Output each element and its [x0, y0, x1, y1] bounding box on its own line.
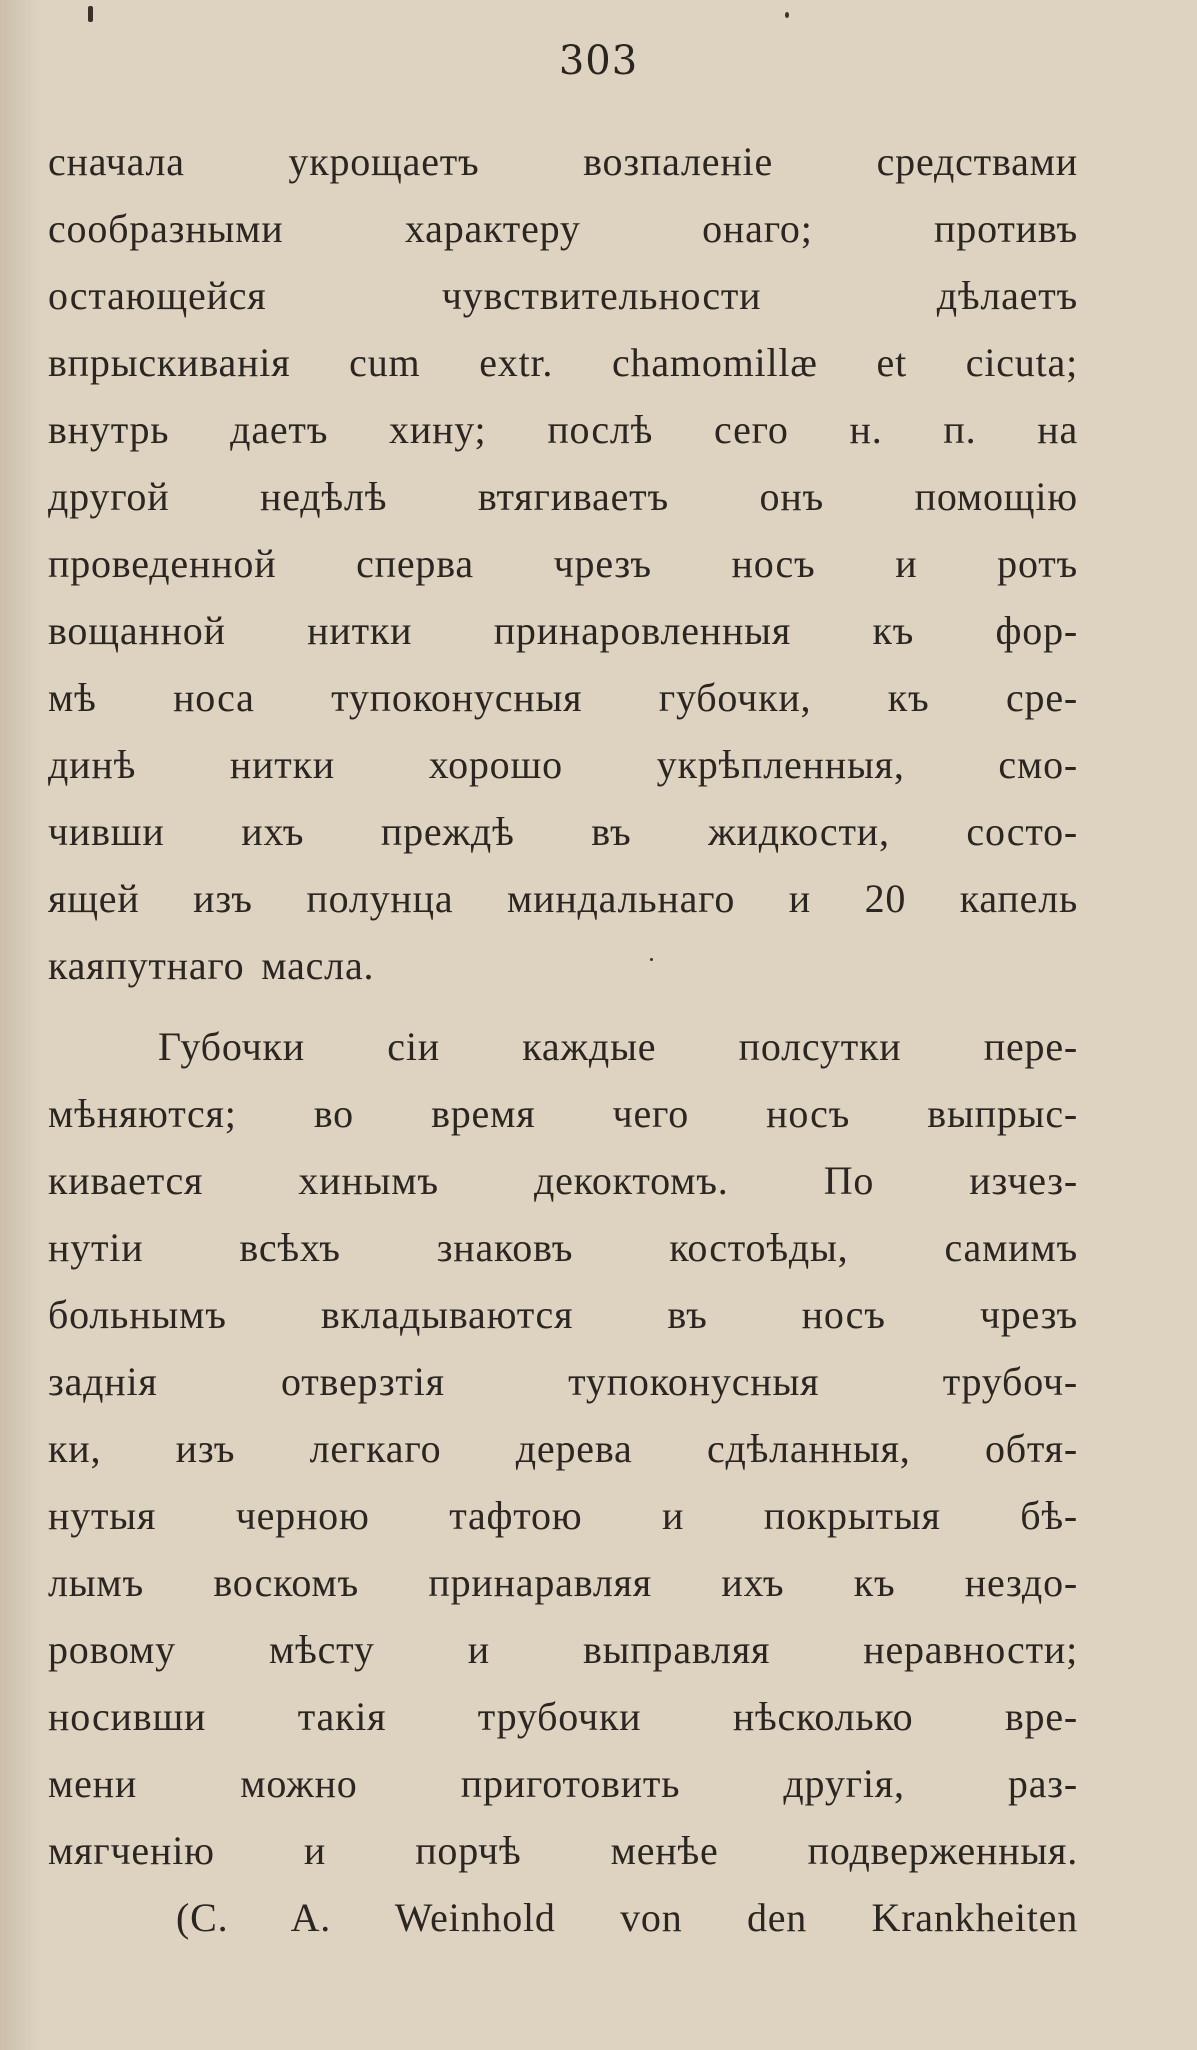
- ink-speck: [785, 12, 789, 18]
- text-line: мени можно приготовить другія, раз-: [48, 1761, 1078, 1806]
- paragraph: [48, 1013, 1078, 1884]
- text-line: чивши ихъ преждѣ въ жидкости, состо-: [48, 809, 1078, 854]
- text-line: (C. A. Weinhold von den Krankheiten: [176, 1895, 1078, 1940]
- text-line: ровому мѣсту и выправляя неравности;: [48, 1627, 1078, 1672]
- text-line: каяпутнаго масла.: [48, 943, 375, 988]
- text-line: мягченію и порчѣ менѣе подверженныя.: [48, 1828, 1078, 1873]
- paragraph: [48, 1884, 1078, 1951]
- text-line: другой недѣлѣ втягиваетъ онъ помощію: [48, 474, 1078, 519]
- text-line: ящей изъ полунца миндальнаго и 20 капель: [48, 876, 1078, 921]
- text-line: Губочки сіи каждые полсутки пере-: [158, 1024, 1078, 1069]
- page-edge-shadow: [0, 0, 40, 2050]
- text-line: нутіи всѣхъ знаковъ костоѣды, самимъ: [48, 1225, 1078, 1270]
- body-text: [48, 128, 1078, 1951]
- text-line: заднія отверзтія тупоконусныя трубоч-: [48, 1359, 1078, 1404]
- text-line: нутыя черною тафтою и покрытыя бѣ-: [48, 1493, 1078, 1538]
- page-number: 303: [558, 38, 639, 84]
- text-line: кивается хинымъ декоктомъ. По изчез-: [48, 1158, 1078, 1203]
- text-line: лымъ воскомъ принаравляя ихъ къ нездо-: [48, 1560, 1078, 1605]
- text-line: проведенной сперва чрезъ носъ и ротъ: [48, 541, 1078, 586]
- text-line: остающейся чувствительности дѣлаетъ: [48, 273, 1078, 318]
- text-line: вощанной нитки принаровленныя къ фор-: [48, 608, 1078, 653]
- text-line: больнымъ вкладываются въ носъ чрезъ: [48, 1292, 1078, 1337]
- paragraph-gap: [48, 999, 1078, 1013]
- text-line: сообразными характеру онаго; противъ: [48, 206, 1078, 251]
- text-line: впрыскиванія cum extr. chamomillæ et cicuta;: [48, 340, 1078, 385]
- text-line: мѣ носа тупоконусныя губочки, къ сре-: [48, 675, 1078, 720]
- text-line: сначала укрощаетъ возпаленіе средствами: [48, 139, 1078, 184]
- text-line: носивши такія трубочки нѣсколько вре-: [48, 1694, 1078, 1739]
- text-line: ки, изъ легкаго дерева сдѣланныя, обтя-: [48, 1426, 1078, 1471]
- text-line: внутрь даетъ хину; послѣ сего н. п. на: [48, 407, 1078, 452]
- text-line: динѣ нитки хорошо укрѣпленныя, смо-: [48, 742, 1078, 787]
- paragraph: [48, 128, 1078, 999]
- ink-speck: [88, 6, 93, 22]
- text-line: мѣняются; во время чего носъ выпрыс-: [48, 1091, 1078, 1136]
